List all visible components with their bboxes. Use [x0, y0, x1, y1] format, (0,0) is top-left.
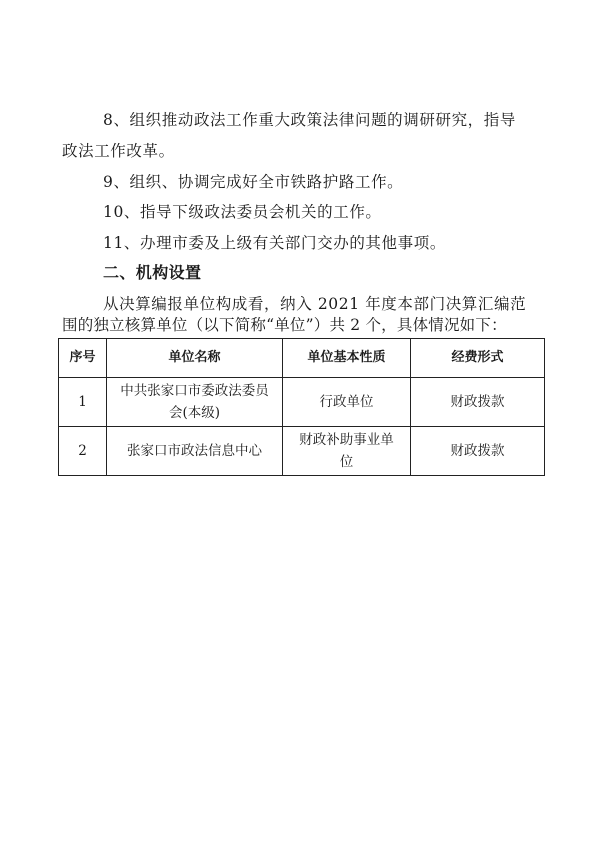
units-table: [58, 338, 545, 476]
table-row: [59, 427, 545, 476]
header-funding-type: 经费形式: [411, 339, 545, 378]
paragraph-10: 10、指导下级政法委员会机关的工作。: [103, 203, 382, 221]
paragraph-8-line-1: 8、组织推动政法工作重大政策法律问题的调研研究，指导: [103, 111, 516, 129]
paragraph-8-line-2: 政法工作改革。: [62, 142, 175, 160]
cell-index: 2: [59, 427, 107, 476]
cell-unit-nature-line-2: 位: [339, 454, 354, 470]
header-unit-nature: 单位基本性质: [283, 339, 411, 378]
cell-funding-type: 财政拨款: [411, 378, 545, 427]
cell-unit-name-line-2: 会(本级): [168, 405, 221, 421]
table-row: [59, 378, 545, 427]
section-heading: 二、机构设置: [103, 263, 202, 282]
cell-unit-name-line-1: 中共张家口市委政法委员: [120, 383, 269, 399]
cell-funding-type: 财政拨款: [411, 427, 545, 476]
cell-unit-nature-line-1: 财政补助事业单: [299, 432, 394, 448]
intro-line-2: 围的独立核算单位（以下简称“单位”）共 2 个，具体情况如下：: [62, 316, 507, 334]
cell-index: 1: [59, 378, 107, 427]
cell-unit-nature: [283, 427, 411, 476]
header-unit-name: 单位名称: [107, 339, 283, 378]
intro-line-1: 从决算编报单位构成看，纳入 2021 年度本部门决算汇编范: [103, 295, 527, 313]
cell-unit-name: [107, 378, 283, 427]
cell-unit-name-line-1: 张家口市政法信息中心: [127, 443, 262, 459]
paragraph-9: 9、组织、协调完成好全市铁路护路工作。: [103, 173, 404, 191]
cell-unit-name: [107, 427, 283, 476]
cell-unit-nature-line-1: 行政单位: [319, 394, 374, 410]
table-header-row: [59, 339, 545, 378]
header-index: 序号: [59, 339, 107, 378]
cell-unit-nature: [283, 378, 411, 427]
paragraph-11: 11、办理市委及上级有关部门交办的其他事项。: [103, 234, 446, 252]
